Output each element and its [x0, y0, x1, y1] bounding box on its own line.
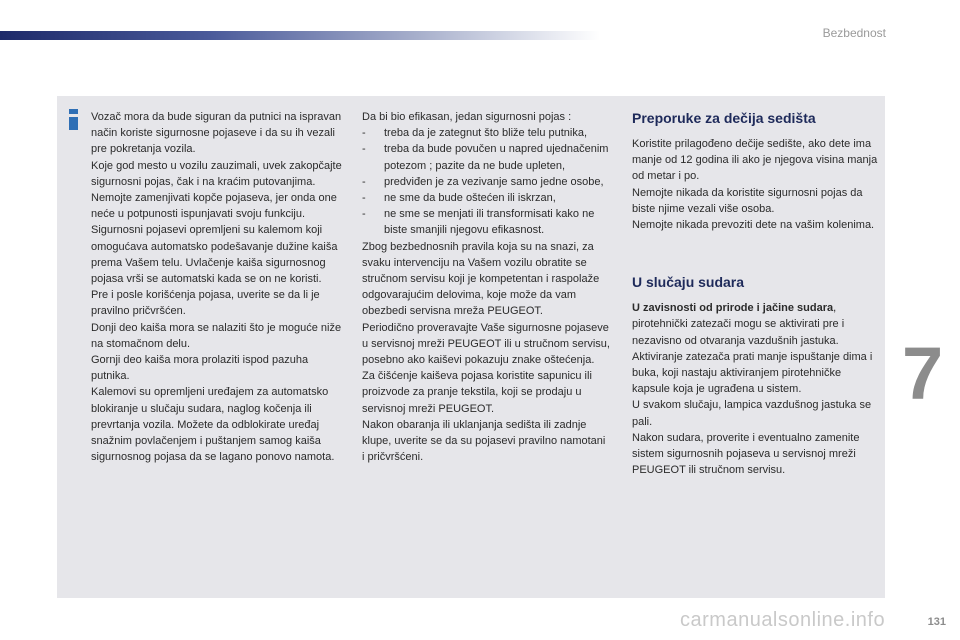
paragraph: Zbog bezbednosnih pravila koja su na snazi, za svaku intervenciju na Vašem vozilu obratite se stručnom servisu koji je kompetentan i raspolaže odgovarajućim delovima, koje može da vam obezbedi servisna mreža PEUGEOT. [362, 240, 600, 318]
heading-collision: U slučaju sudara [632, 274, 745, 291]
requirements-list [362, 125, 610, 238]
bold-lead: U zavisnosti od prirode i jačine sudara [632, 302, 834, 315]
paragraph: Koje god mesto u vozilu zauzimali, uvek zakopčajte sigurnosni pojas, čak i na kraćim putovanjima. [91, 159, 342, 188]
paragraph: Nakon sudara, proverite i eventualno zamenite sistem sigurnosnih pojaseva u servisnoj mreži PEUGEOT ili stručnom servisu. [632, 431, 860, 477]
paragraph: Nemojte nikada da koristite sigurnosni pojas da biste njime vezali više osoba. [632, 186, 863, 215]
list-item-text: predviđen je za vezivanje samo jedne osobe, [384, 175, 604, 188]
info-icon [67, 109, 81, 130]
dash-marker: - [362, 143, 366, 156]
dash-marker: - [362, 175, 366, 188]
dash-marker: - [362, 208, 366, 221]
list-item-text: treba da je zategnut što bliže telu putnika, [384, 127, 588, 140]
list-item-text: ne sme se menjati ili transformisati kako ne biste smanjili njegovu efikasnost. [384, 208, 595, 237]
paragraph: Nemojte zamenjivati kopče pojaseva, jer onda one neće u potpunosti ispunjavati svoju funkciju. [91, 192, 337, 221]
paragraph: Aktiviranje zatezača prati manje ispuštanje dima i buka, koji nastaju aktiviranjem pirotehničke kapsule koja je ugrađena u sistem. [632, 350, 873, 396]
chapter-number: 7 [902, 332, 944, 415]
paragraph: Pre i posle korišćenja pojasa, uverite se da li je pravilno pričvršćen. [91, 289, 320, 318]
column-belt-efficiency [362, 109, 610, 465]
list-item [362, 125, 610, 141]
dash-marker: - [362, 127, 366, 140]
paragraph: Gornji deo kaiša mora prolaziti ispod pazuha putnika. [91, 354, 309, 383]
paragraph: Donji deo kaiša mora se nalaziti što je moguće niže na stomačnom delu. [91, 321, 342, 350]
paragraph: Nakon obaranja ili uklanjanja sedišta ili zadnje klupe, uverite se da su pojasevi pravilno namotani i pričvršćeni. [362, 418, 606, 464]
paragraph: Koristite prilagođeno dečije sedište, ako dete ima manje od 12 godina ili ako je njegova visina manja od metar i po. [632, 138, 878, 183]
heading-child-seats: Preporuke za dečija sedišta [632, 110, 816, 126]
header-gradient-bar [0, 31, 600, 40]
list-item [362, 141, 610, 173]
column-child-seats-and-collision [632, 109, 882, 478]
list-item [362, 206, 610, 238]
watermark: carmanualsonline.info [680, 609, 886, 631]
list-intro: Da bi bio efikasan, jedan sigurnosni pojas : [362, 111, 572, 123]
paragraph: U svakom slučaju, lampica vazdušnog jastuka se pali. [632, 399, 872, 428]
paragraph [632, 300, 882, 349]
info-icon-stem [69, 117, 78, 130]
paragraph: Periodično proveravajte Vaše sigurnosne pojaseve u servisnoj mreži PEUGEOT ili u stručnom servisu, posebno ako kaiševi pokazuju znake oštećenja. [362, 321, 610, 367]
list-item-text: ne sme da bude oštećen ili iskrzan, [384, 192, 556, 205]
paragraph: Sigurnosni pojasevi opremljeni su kalemom koji omogućava automatsko podešavanje dužine kaiša prema Vašem telu. Uvlačenje kaiša sigurnosnog pojasa vrši se automatski kada se on ne koristi. [91, 224, 338, 286]
page-number: 131 [927, 616, 946, 628]
info-icon-dot [69, 109, 78, 114]
paragraph: Za čišćenje kaiševa pojasa koristite sapunicu ili proizvode za pranje tekstila, koji se prodaju u servisnoj mreži PEUGEOT. [362, 370, 592, 415]
column-seat-belt-usage [91, 109, 346, 465]
list-item-text: treba da bude povučen u napred ujednačenim potezom ; pazite da ne bude upleten, [384, 143, 609, 172]
paragraph: Nemojte nikada prevoziti dete na vašim kolenima. [632, 219, 875, 232]
section-title: Bezbednost [822, 26, 886, 40]
paragraph-rest: , pirotehnički zatezači mogu se aktivirati pre i nezavisno od otvaranja vazdušnih jastuka. [632, 302, 845, 347]
dash-marker: - [362, 192, 366, 205]
list-item [362, 190, 610, 206]
list-item [362, 174, 610, 190]
paragraph: Kalemovi su opremljeni uređajem za automatsko blokiranje u slučaju sudara, naglog kočenja ili prevrtanja vozila. Možete da odblokirate uređaj snažnim povlačenjem i puštanjem samog kaiša sigurnosnog pojasa da se lagano ponovo namota. [91, 386, 335, 464]
paragraph: Vozač mora da bude siguran da putnici na ispravan način koriste sigurnosne pojaseve i da su ih vezali pre pokretanja vozila. [91, 111, 342, 156]
